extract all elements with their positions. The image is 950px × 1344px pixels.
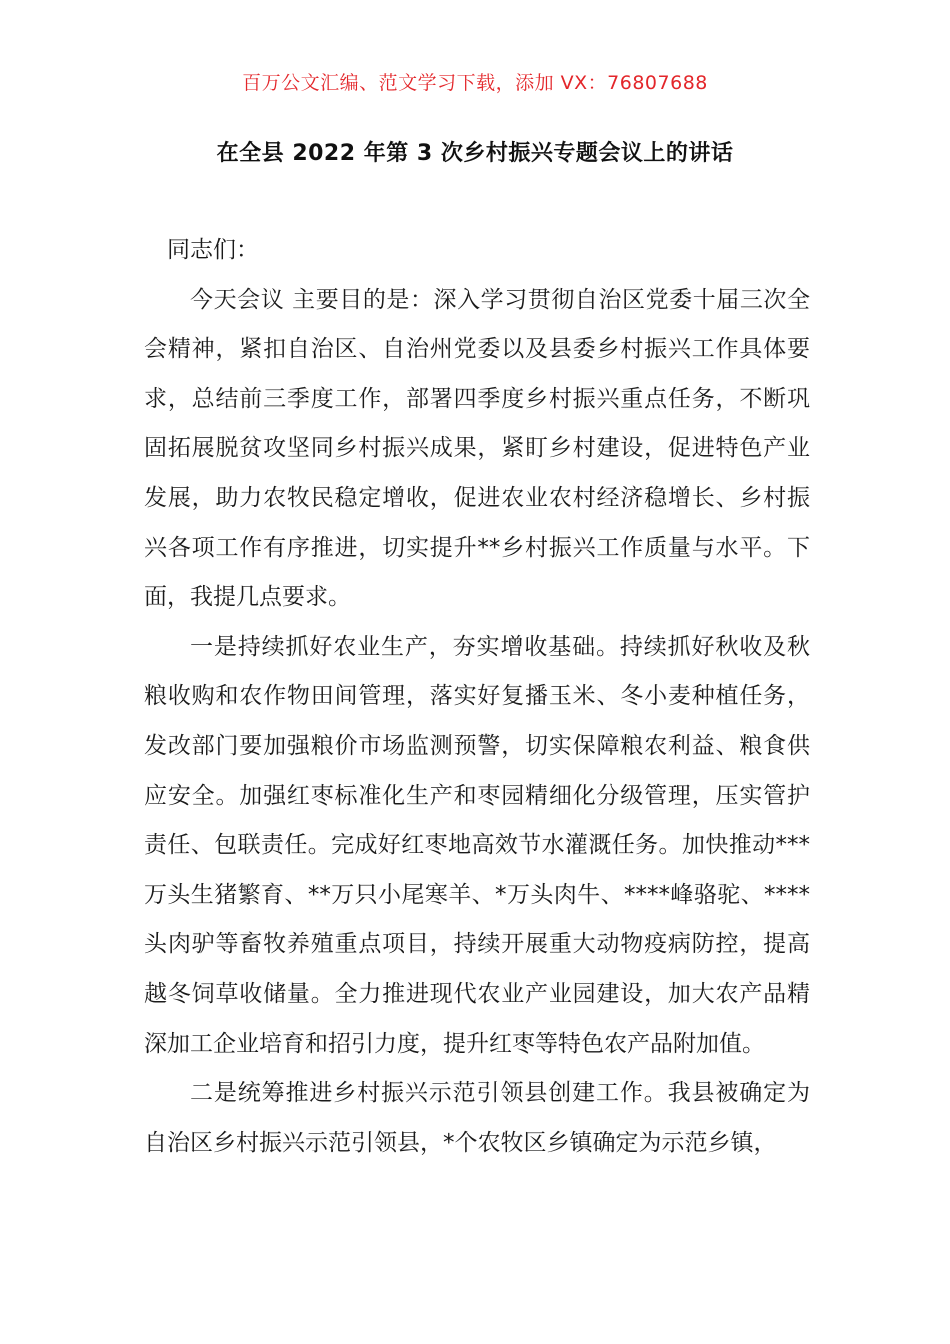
paragraph-point-one: 一是持续抓好农业生产，夯实增收基础。持续抓好秋收及秋粮收购和农作物田间管理，落实好复播玉米、冬小麦种植任务，发改部门要加强粮价市场监测预警，切实保障粮农利益、粮食供应安全。加强红枣标准化生产和枣园精细化分级管理，压实管护责任、包联责任。完成好红枣地高效节水灌溉任务。加快推动***万头生猪繁育、**万只小尾寒羊、*万头肉牛、****峰骆驼、****头肉驴等畜牧养殖重点项目，持续开展重大动物疫病防控，提高越冬饲草收储量。全力推进现代农业产业园建设，加大农产品精深加工企业培育和招引力度，提升红枣等特色农产品附加值。 bbox=[144, 633, 810, 1057]
header-watermark-note: 百万公文汇编、范文学习下载，添加 VX：76807688 bbox=[242, 72, 708, 94]
document-body bbox=[144, 226, 810, 1168]
salutation: 同志们： bbox=[167, 237, 259, 263]
paragraph-intro: 今天会议 主要目的是：深入学习贯彻自治区党委十届三次全会精神，紧扣自治区、自治州党委以及县委乡村振兴工作具体要求，总结前三季度工作，部署四季度乡村振兴重点任务，不断巩固拓展脱贫攻坚同乡村振兴成果，紧盯乡村建设，促进特色产业发展，助力农牧民稳定增收，促进农业农村经济稳增长、乡村振兴各项工作有序推进，切实提升**乡村振兴工作质量与水平。下面，我提几点要求。 bbox=[144, 286, 810, 611]
document-title: 在全县 2022 年第 3 次乡村振兴专题会议上的讲话 bbox=[216, 141, 734, 166]
paragraph-point-two: 二是统筹推进乡村振兴示范引领县创建工作。我县被确定为自治区乡村振兴示范引领县，*个农牧区乡镇确定为示范乡镇， bbox=[144, 1080, 810, 1156]
